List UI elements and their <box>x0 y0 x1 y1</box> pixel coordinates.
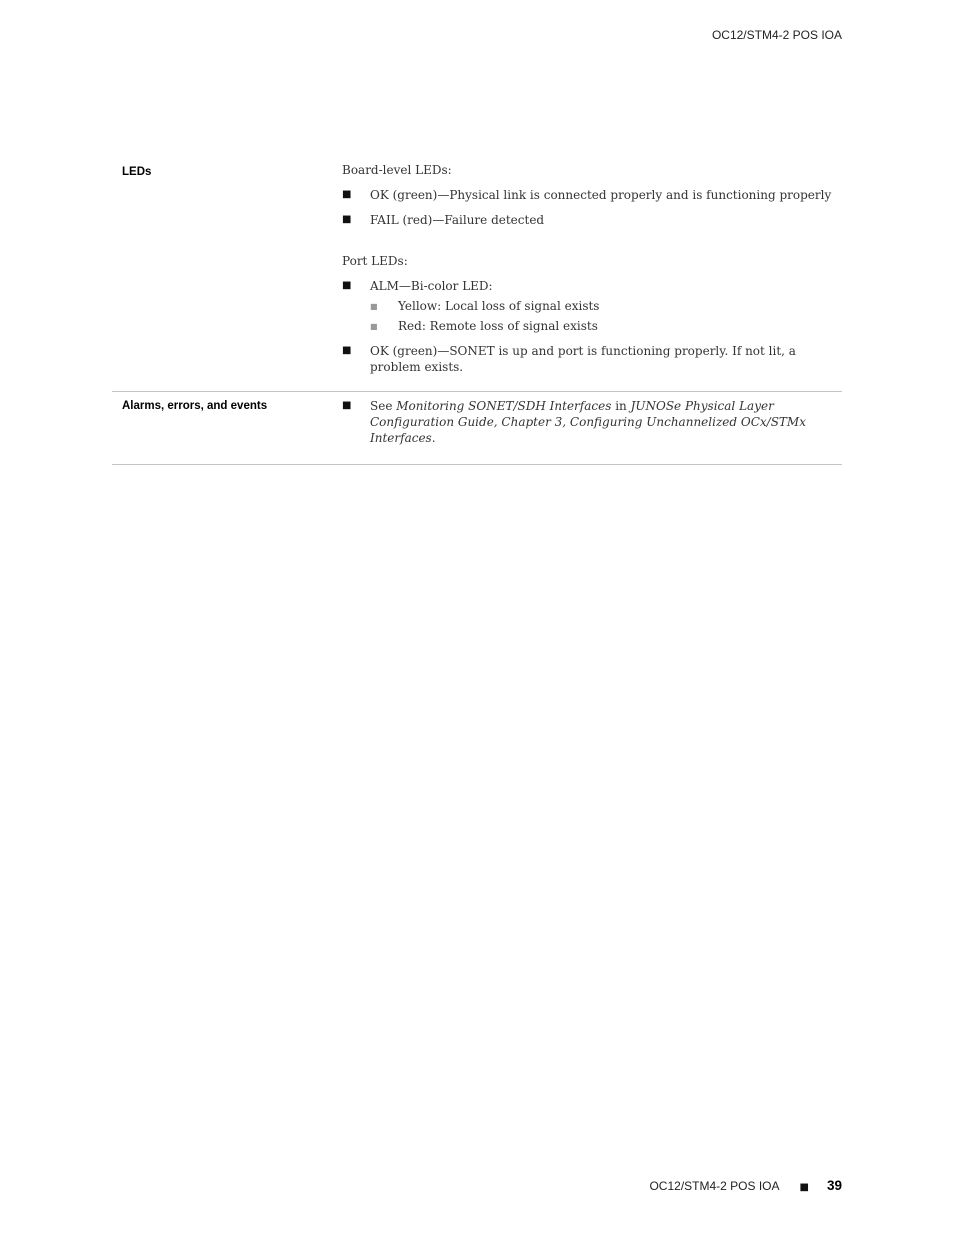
list-item <box>342 343 836 375</box>
ref-suffix: . <box>431 431 436 445</box>
small-square-bullet-icon: ■ <box>370 302 378 311</box>
footer-title: OC12/STM4-2 POS IOA <box>649 1179 780 1193</box>
board-leds-label: Board-level LEDs: <box>342 163 452 177</box>
port-leds-label: Port LEDs: <box>342 254 408 268</box>
table-row-alarms <box>112 392 842 465</box>
square-bullet-icon: ■ <box>342 345 352 356</box>
sub-list-item-text: Red: Remote loss of signal exists <box>398 319 598 333</box>
sub-list-item-text: Yellow: Local loss of signal exists <box>398 299 600 313</box>
list-item <box>342 212 836 228</box>
see-prefix: See <box>370 399 397 413</box>
cross-reference <box>370 399 806 445</box>
list-item <box>342 278 836 334</box>
alm-sub-list <box>370 298 836 334</box>
list-item-text: FAIL (red)—Failure detected <box>370 213 545 227</box>
list-item-text: ALM—Bi-color LED: <box>370 279 493 293</box>
page-footer <box>649 1178 842 1193</box>
list-item-text: OK (green)—SONET is up and port is functioning properly. If not lit, a problem exists. <box>370 344 796 374</box>
ref-topic-link[interactable]: Monitoring SONET/SDH Interfaces <box>396 399 612 413</box>
port-leds-list <box>342 278 836 375</box>
ref-connector: in <box>611 399 631 413</box>
spec-table <box>112 160 842 465</box>
sub-list-item <box>370 298 836 314</box>
alarms-list <box>342 398 836 446</box>
square-bullet-icon: ■ <box>342 400 352 411</box>
row-content-leds <box>342 160 842 375</box>
row-content-alarms <box>342 398 842 446</box>
list-item <box>342 187 836 203</box>
square-bullet-icon: ■ <box>342 189 352 200</box>
sub-list-item <box>370 318 836 334</box>
ref-book-link[interactable]: JUNOSe Physical Layer Configuration Guide, Chapter 3, Configuring Unchannelized OCx/STMx Interfaces <box>370 399 806 445</box>
square-bullet-icon: ■ <box>342 280 352 291</box>
list-item-text: OK (green)—Physical link is connected properly and is functioning properly <box>370 188 832 202</box>
running-head: OC12/STM4-2 POS IOA <box>711 28 842 42</box>
page-number: 39 <box>826 1178 842 1193</box>
footer-separator-icon: ■ <box>799 1182 809 1193</box>
list-item <box>342 398 836 446</box>
square-bullet-icon: ■ <box>342 214 352 225</box>
row-label-alarms: Alarms, errors, and events <box>122 400 268 412</box>
table-row-leds <box>112 160 842 392</box>
board-leds-list <box>342 187 836 228</box>
row-label-leds: LEDs <box>122 166 152 178</box>
small-square-bullet-icon: ■ <box>370 322 378 331</box>
